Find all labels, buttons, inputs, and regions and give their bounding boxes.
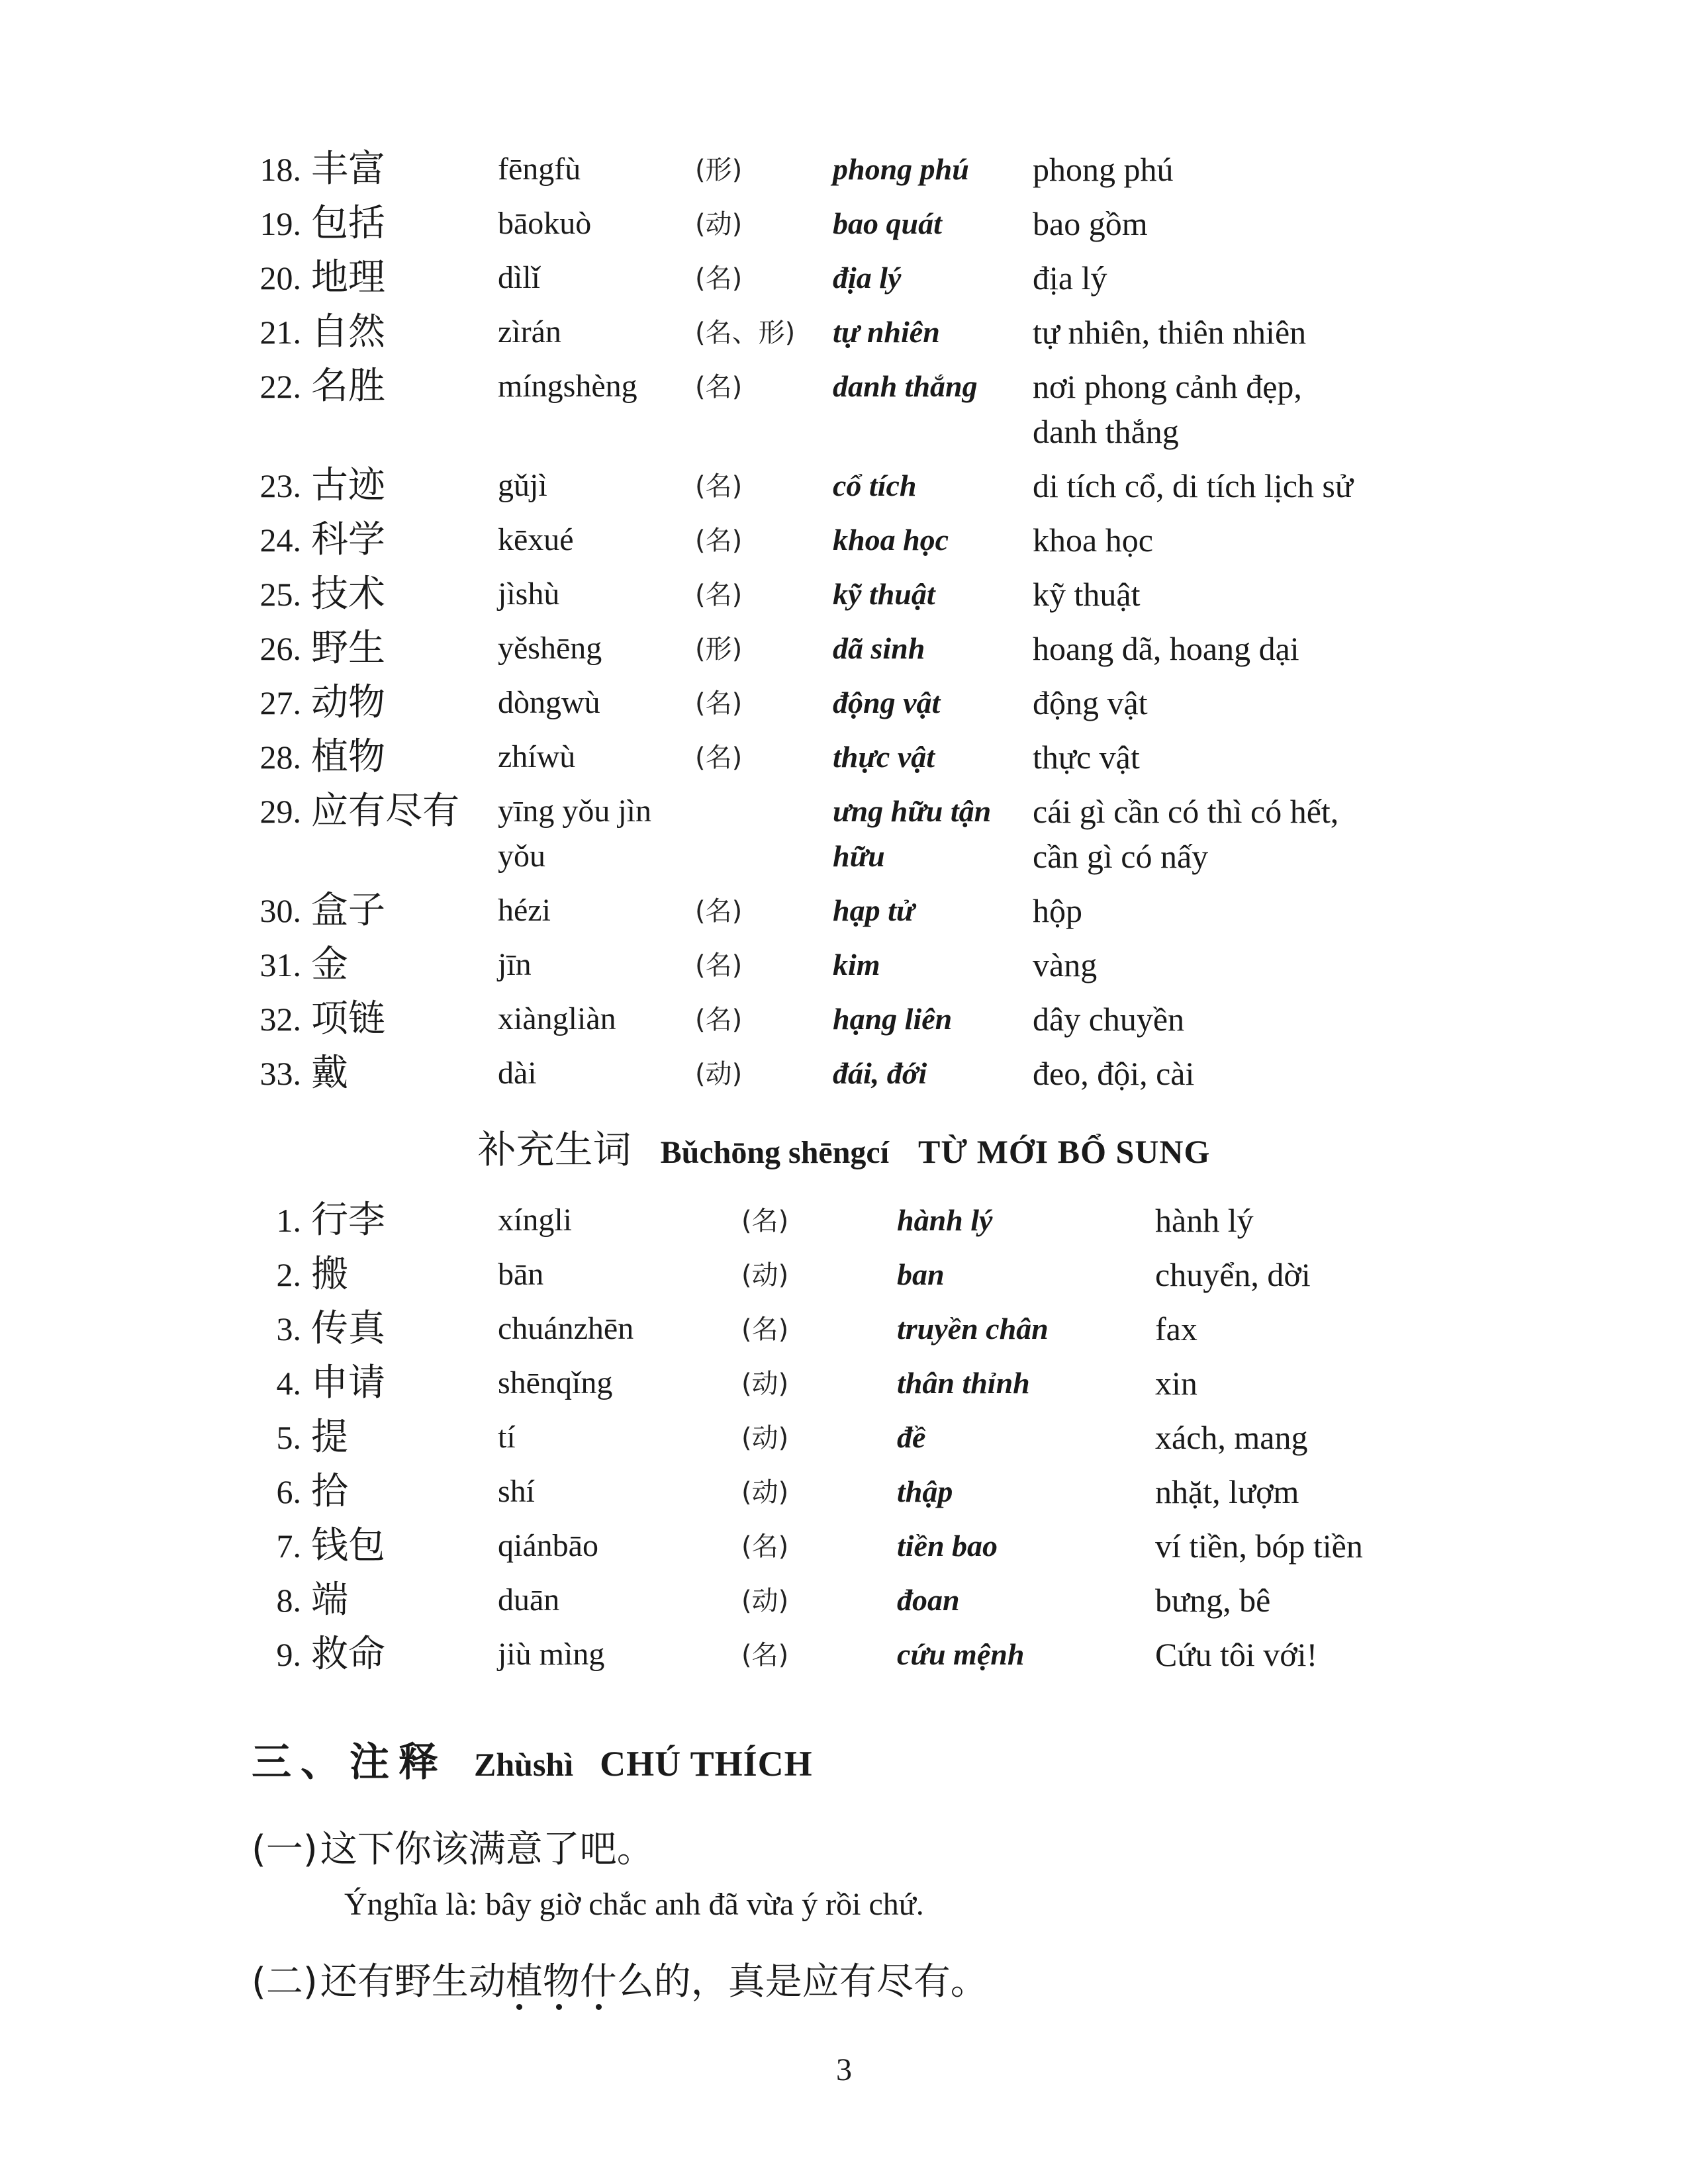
vocab-pinyin: yīng yǒu jìn: [498, 794, 652, 829]
vocab-pinyin: duān: [498, 1582, 560, 1617]
vocab-part-of-speech: (动): [741, 1423, 789, 1453]
vocab-row: [0, 680, 1688, 735]
vocab-meaning: kỹ thuật: [1033, 576, 1141, 613]
vocab-row: [0, 942, 1688, 997]
vocab-hanzi: 救命: [311, 1633, 385, 1676]
vocab-meaning: danh thắng: [1033, 413, 1179, 450]
vocab-hanviet: truyền chân: [897, 1312, 1049, 1345]
vocab-pinyin: tí: [498, 1420, 516, 1455]
vocab-part-of-speech: (动): [741, 1477, 789, 1508]
vocab-hanviet: ưng hữu tận: [833, 794, 992, 828]
vocab-part-of-speech: (名): [741, 1206, 789, 1236]
vocab-pinyin: yǒu: [498, 839, 545, 874]
vocab-meaning: tự nhiên, thiên nhiên: [1033, 314, 1307, 351]
vocab-part-of-speech: (名): [741, 1640, 789, 1670]
vocab-pinyin: zhíwù: [498, 739, 576, 774]
vocab-hanzi: 植物: [311, 735, 385, 778]
vocab-hanviet: kỹ thuật: [833, 577, 935, 611]
vocab-pinyin: fēngfù: [498, 152, 581, 187]
vocab-hanviet: đoan: [897, 1583, 960, 1617]
vocab-pinyin: dài: [498, 1056, 537, 1091]
vocab-pinyin: jīn: [498, 947, 532, 982]
vocab-hanzi: 应有尽有: [311, 790, 459, 833]
vocab-pinyin: shí: [498, 1474, 536, 1509]
vocab-number: 29.: [259, 793, 301, 830]
note-1-explanation: Ýnghĩa là: bây giờ chắc anh đã vừa ý rồi chứ.: [344, 1887, 924, 1922]
vocab-hanzi: 传真: [311, 1307, 385, 1350]
vocab-hanviet: cổ tích: [833, 469, 917, 502]
supplement-heading-vietnamese: TỪ MỚI BỔ SUNG: [918, 1133, 1211, 1170]
vocab-hanzi: 行李: [311, 1199, 385, 1242]
vocab-row: [0, 1198, 1688, 1252]
vocab-hanviet: tự nhiên: [833, 315, 940, 349]
vocab-row: [0, 789, 1688, 875]
vocab-part-of-speech: (名): [695, 688, 743, 719]
vocab-number: 4.: [276, 1365, 301, 1402]
vocab-part-of-speech: (名): [695, 372, 743, 402]
vocab-hanzi: 技术: [311, 572, 385, 615]
vocab-row: [0, 518, 1688, 572]
vocab-pinyin: shēnqǐng: [498, 1365, 613, 1400]
vocab-hanzi: 包括: [311, 202, 385, 245]
vocab-pinyin: xiàngliàn: [498, 1001, 616, 1036]
vocab-number: 9.: [276, 1636, 301, 1673]
vocab-number: 31.: [259, 946, 301, 983]
note-label: (一): [252, 1828, 318, 1871]
vocab-meaning: di tích cổ, di tích lịch sử: [1033, 467, 1353, 504]
vocab-meaning: đeo, đội, cài: [1033, 1055, 1195, 1092]
vocab-pinyin: hézi: [498, 893, 551, 928]
vocab-row: [0, 1469, 1688, 1524]
vocab-pinyin: bāokuò: [498, 206, 592, 241]
vocab-meaning: cái gì cần có thì có hết,: [1033, 793, 1339, 830]
vocab-part-of-speech: (名): [695, 471, 743, 502]
vocab-number: 30.: [259, 892, 301, 929]
vocab-number: 24.: [259, 522, 301, 559]
vocab-meaning: nhặt, lượm: [1155, 1473, 1299, 1510]
vocab-hanzi: 盒子: [311, 889, 385, 932]
vocab-number: 23.: [259, 467, 301, 504]
vocab-row: [0, 1632, 1688, 1686]
vocab-row: [0, 201, 1688, 255]
vocab-row: [0, 1415, 1688, 1469]
vocab-pinyin: jiù mìng: [498, 1637, 605, 1672]
vocab-row: [0, 1306, 1688, 1361]
vocab-hanzi: 科学: [311, 518, 385, 561]
vocab-part-of-speech: (动): [741, 1369, 789, 1399]
vocab-number: 22.: [259, 368, 301, 405]
vocab-pinyin: dòngwù: [498, 685, 600, 720]
vocab-hanzi: 野生: [311, 627, 385, 670]
vocab-row: [0, 1361, 1688, 1415]
vocab-hanzi: 端: [311, 1578, 348, 1621]
vocab-part-of-speech: (名): [695, 263, 743, 294]
vocab-pinyin: chuánzhēn: [498, 1311, 634, 1346]
vocab-meaning: cần gì có nấy: [1033, 838, 1209, 875]
vocab-number: 18.: [259, 151, 301, 188]
vocab-row: [0, 1524, 1688, 1578]
vocab-number: 26.: [259, 630, 301, 667]
emphasis-dot: [556, 2004, 562, 2010]
emphasis-dots: [463, 2004, 682, 2017]
vocab-hanviet: tiền bao: [897, 1529, 998, 1563]
vocab-pinyin: kēxué: [498, 522, 574, 557]
vocab-hanzi: 自然: [311, 310, 385, 353]
vocab-hanzi: 钱包: [311, 1524, 385, 1567]
vocab-part-of-speech: (形): [695, 634, 743, 664]
supplement-heading: [0, 1118, 1688, 1178]
vocab-hanviet: đề: [897, 1420, 926, 1454]
vocab-hanzi: 古迹: [311, 464, 385, 507]
note-chinese: 还有野生动植物什么的，真是应有尽有。: [320, 1960, 988, 2003]
vocab-number: 7.: [276, 1527, 301, 1565]
vocab-part-of-speech: (动): [741, 1586, 789, 1616]
vocab-number: 3.: [276, 1310, 301, 1347]
vocab-meaning: thực vật: [1033, 739, 1140, 776]
section-heading-vietnamese: CHÚ THÍCH: [600, 1744, 813, 1784]
vocab-part-of-speech: (名): [695, 950, 743, 981]
note-label: (二): [252, 1960, 318, 2003]
vocab-part-of-speech: (名): [695, 896, 743, 927]
vocab-meaning: hộp: [1033, 892, 1082, 929]
vocab-meaning: bưng, bê: [1155, 1582, 1271, 1619]
vocab-row: [0, 626, 1688, 680]
vocab-hanviet: khoa học: [833, 523, 949, 557]
vocab-meaning: vàng: [1033, 946, 1098, 983]
vocab-hanviet: kim: [833, 948, 880, 981]
vocab-hanzi: 金: [311, 943, 348, 986]
vocab-hanzi: 拾: [311, 1470, 348, 1513]
vocab-pinyin: xíngli: [498, 1203, 573, 1238]
vocab-part-of-speech: (名): [741, 1531, 789, 1562]
vocab-row: [0, 997, 1688, 1051]
vocab-hanviet: danh thắng: [833, 369, 978, 403]
vocab-number: 1.: [276, 1202, 301, 1239]
vocab-hanzi: 名胜: [311, 365, 385, 408]
vocab-hanviet: bao quát: [833, 206, 942, 240]
vocab-meaning: hành lý: [1155, 1202, 1254, 1239]
vocab-part-of-speech: (动): [695, 209, 743, 240]
vocab-meaning: hoang dã, hoang dại: [1033, 630, 1299, 667]
note-1: [252, 1820, 654, 1873]
vocab-number: 19.: [259, 205, 301, 242]
emphasis-dot: [516, 2004, 522, 2010]
vocab-meaning: khoa học: [1033, 522, 1153, 559]
vocab-meaning: xin: [1155, 1365, 1197, 1402]
vocab-hanviet: cứu mệnh: [897, 1637, 1025, 1671]
vocab-hanviet: hành lý: [897, 1203, 993, 1237]
vocab-meaning: xách, mang: [1155, 1419, 1308, 1456]
vocab-hanviet: ban: [897, 1257, 945, 1291]
vocab-meaning: phong phú: [1033, 151, 1174, 188]
vocab-hanzi: 丰富: [311, 148, 385, 191]
vocab-meaning: nơi phong cảnh đẹp,: [1033, 368, 1302, 405]
page-number: 3: [836, 2052, 852, 2087]
vocab-row: [0, 147, 1688, 201]
vocab-pinyin: gǔjì: [498, 468, 547, 503]
vocab-pinyin: bān: [498, 1257, 544, 1292]
vocab-meaning: địa lý: [1033, 259, 1107, 296]
vocab-meaning: ví tiền, bóp tiền: [1155, 1527, 1363, 1565]
vocab-hanzi: 申请: [311, 1361, 385, 1404]
vocab-number: 32.: [259, 1001, 301, 1038]
vocab-row: [0, 463, 1688, 518]
vocab-hanviet: thực vật: [833, 740, 935, 774]
vocab-row: [0, 255, 1688, 310]
vocab-hanzi: 动物: [311, 681, 385, 724]
vocab-hanviet: phong phú: [833, 152, 969, 186]
vocab-number: 33.: [259, 1055, 301, 1092]
vocab-pinyin: zìrán: [498, 314, 561, 349]
vocab-hanviet: đái, đới: [833, 1056, 927, 1090]
vocab-row: [0, 1051, 1688, 1105]
vocab-part-of-speech: (名): [695, 580, 743, 610]
vocab-number: 25.: [259, 576, 301, 613]
vocab-hanzi: 项链: [311, 997, 385, 1040]
vocab-hanviet: hạp tử: [833, 893, 915, 927]
vocab-row: [0, 1578, 1688, 1632]
vocab-part-of-speech: (名): [695, 525, 743, 556]
vocab-pinyin: dìlǐ: [498, 260, 541, 295]
section-heading-notes: [252, 1731, 813, 1788]
vocab-pinyin: yěshēng: [498, 631, 602, 666]
vocab-number: 8.: [276, 1582, 301, 1619]
vocab-part-of-speech: (名): [695, 743, 743, 773]
vocab-hanzi: 搬: [311, 1253, 348, 1296]
vocab-hanviet: thập: [897, 1475, 953, 1508]
vocab-pinyin: míngshèng: [498, 369, 637, 404]
vocab-meaning: dây chuyền: [1033, 1001, 1185, 1038]
vocab-row: [0, 310, 1688, 364]
vocab-part-of-speech: (形): [695, 155, 743, 185]
vocab-meaning: bao gồm: [1033, 205, 1148, 242]
vocab-part-of-speech: (名): [741, 1314, 789, 1345]
vocab-row: [0, 1252, 1688, 1306]
note-2: [252, 1952, 988, 2005]
vocab-row: [0, 364, 1688, 450]
supplement-heading-pinyin: Bǔchōng shēngcí: [660, 1135, 890, 1170]
section-heading-chinese: 三、注释: [252, 1739, 447, 1786]
vocab-number: 21.: [259, 314, 301, 351]
note-chinese: 这下你该满意了吧。: [320, 1828, 654, 1871]
vocab-hanzi: 地理: [311, 256, 385, 299]
vocab-hanviet: hữu: [833, 839, 885, 873]
vocab-hanviet: địa lý: [833, 261, 902, 295]
vocab-number: 27.: [259, 684, 301, 721]
vocab-number: 5.: [276, 1419, 301, 1456]
vocab-pinyin: jìshù: [498, 576, 560, 612]
vocab-row: [0, 888, 1688, 942]
supplement-heading-chinese: 补充生词: [477, 1127, 632, 1172]
vocab-part-of-speech: (名): [695, 1005, 743, 1035]
vocab-number: 2.: [276, 1256, 301, 1293]
vocab-row: [0, 735, 1688, 789]
vocab-number: 6.: [276, 1473, 301, 1510]
vocab-meaning: động vật: [1033, 684, 1148, 721]
vocab-meaning: Cứu tôi với!: [1155, 1636, 1318, 1673]
vocab-part-of-speech: (动): [741, 1260, 789, 1291]
section-heading-pinyin: Zhùshì: [474, 1746, 574, 1783]
vocab-part-of-speech: (名、形): [695, 318, 796, 348]
vocab-hanviet: hạng liên: [833, 1002, 953, 1036]
vocab-hanviet: động vật: [833, 686, 941, 719]
vocab-number: 28.: [259, 739, 301, 776]
vocab-hanviet: thân thỉnh: [897, 1366, 1030, 1400]
vocab-pinyin: qiánbāo: [498, 1528, 598, 1563]
vocab-row: [0, 572, 1688, 626]
vocab-hanviet: dã sinh: [833, 631, 925, 665]
vocab-hanzi: 戴: [311, 1052, 348, 1095]
vocab-part-of-speech: (动): [695, 1059, 743, 1089]
vocab-meaning: chuyển, dời: [1155, 1256, 1311, 1293]
vocab-number: 20.: [259, 259, 301, 296]
emphasis-dot: [596, 2004, 602, 2010]
vocab-meaning: fax: [1155, 1310, 1197, 1347]
vocab-hanzi: 提: [311, 1416, 348, 1459]
